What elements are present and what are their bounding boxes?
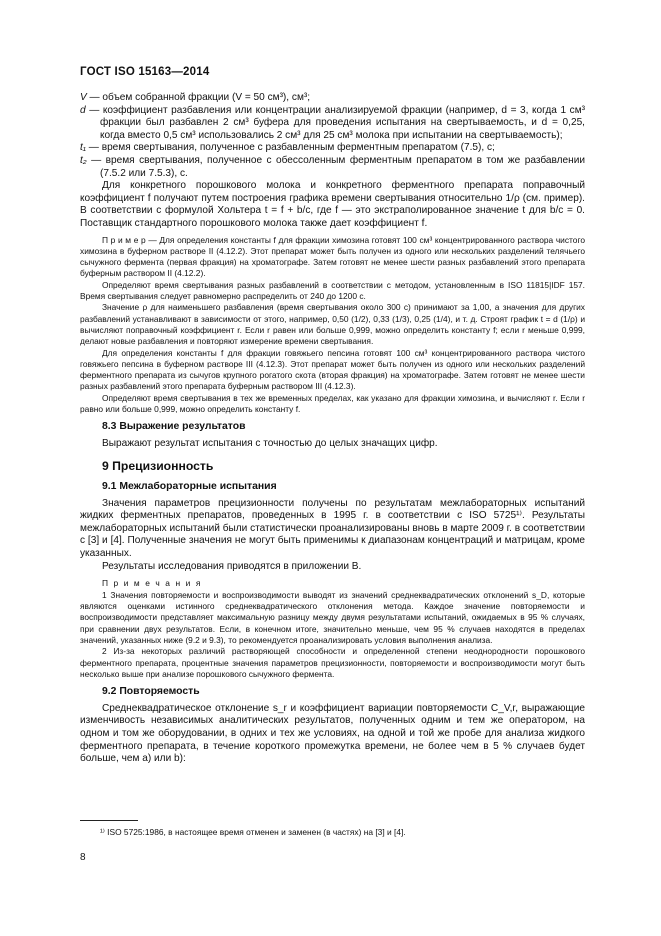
example-paragraph-5: Определяют время свертывания в тех же временных пределах, как указано для фракции химозина, и вычисляют r. Если r равно или больше 0,999, можно определить константу f. [80, 392, 585, 414]
footnote: ¹⁾ ISO 5725:1986, в настоящее время отменен и заменен (в частях) на [3] и [4]. [100, 827, 406, 837]
definition-t2: t₂ — время свертывания, полученное с обессоленным ферментным препаратом в том же разбавлении (7.5.2 или 7.5.3), с. [80, 154, 585, 179]
note-1: 1 Значения повторяемости и воспроизводимости выводят из значений среднеквадратических отклонений s_D, которые являются оценками истинного среднеквадратического отклонения метода. Каждое значение повторяемости и воспроизводимости представляет максимальную разницу между двумя результатами испытаний, ожидаемых в 95 % случаях, при сравнении двух результатов. Если, в конечном итоге, значительно меньше, чем 95 % случаев находятся в пределах значений, указанных ниже (9.2 и 9.3), то рекомендуется проанализировать условия выполнения анализа. [80, 589, 585, 645]
section-9-1-paragraph-1: Значения параметров прецизионности получены по результатам межлабораторных испытаний жидких ферментных препаратов, проведенных в 1995 г. в соответствии с ISO 5725¹⁾. Результаты межлабораторных испытаний были статистически проанализированы вновь в марте 2009 г. в соответствии с [3] и [4]. Полученные значения не могут быть применимы к диапазонам концентраций и матрицам, кроме указанных. [80, 497, 586, 560]
example-paragraph-1: П р и м е р — Для определения константы f для фракции химозина готовят 100 см³ концентрированного раствора чистого химозина в буферном растворе II (4.12.2). Этот препарат может быть получен из одного или нескольких разделений телячьего сычужного фермента (первая фракция) на хроматографе. Затем готовят не менее шести разных разбавлений этого препарата буферным раствором II (4.12.2). [80, 234, 585, 279]
example-label: П р и м е р [102, 234, 146, 245]
footnote-divider [80, 820, 138, 821]
paragraph-correction-factor: Для конкретного порошкового молока и конкретного ферментного препарата поправочный коэффициент f получают путем построения графика времени свертывания относительно 1/ρ (см. пример). В соответствии с формулой Хольтера t = f + b/c, где f — это экстраполированное значение t для b/c = 0. Поставщик стандартного порошкового молока также дает коэффициент f. [80, 180, 585, 229]
example-paragraph-3: Значение ρ для наименьшего разбавления (время свертывания около 300 с) принимают за 1,00, а значения для других разбавлений устанавливают в зависимости от этого, например, 0,50 (1/2), 0,33 (1/3), 0,25 (1/4), и т. д. Строят график t = d (1/ρ) и вычисляют поправочный коэффициент r. Если r равен или больше 0,999, можно определить константу f; если r меньше 0,999, делают новые разбавления и повторяют измерение времени свертывания. [80, 302, 585, 347]
example-paragraph-2: Определяют время свертывания разных разбавлений в соответствии с методом, установленным в ISO 11815|IDF 157. Время свертывания следует равномерно распределить от 240 до 1200 с. [80, 279, 585, 302]
section-9-1-heading: 9.1 Межлабораторные испытания [102, 481, 277, 493]
page-header: ГОСТ ISO 15163—2014 [80, 66, 210, 78]
example-paragraph-4: Для определения константы f для фракции говяжьего пепсина готовят 100 см³ концентрированного раствора чистого говяжьего пепсина в буферном растворе III (4.12.3). Этот препарат может быть получен из одного или нескольких разделений ферментного препарата из сычугов крупного рогатого скота (вторая фракция) на хроматографе. Затем готовят не менее шести разных разбавлений этого препарата буферным раствором III (4.12.3). [80, 347, 585, 392]
note-2: 2 Из-за некоторых различий растворяющей способности и определенной степени неоднородности порошкового ферментного препарата, процентные значения параметров прецизионности, повторяемости и воспроизводимости могут быть несколько выше при анализе порошкового сычужного фермента. [80, 646, 585, 679]
document-page [80, 0, 585, 936]
notes-title: П р и м е ч а н и я [102, 578, 202, 589]
section-9-1-paragraph-2: Результаты исследования приводятся в приложении В. [102, 560, 362, 572]
section-9-2-heading: 9.2 Повторяемость [102, 686, 200, 698]
section-9-2-paragraph: Среднеквадратическое отклонение s_r и коэффициент вариации повторяемости C_V,r, выражающие изменчивость независимых аналитических результатов, полученных одним и тем же оператором, на одном и том же оборудовании, в одних и тех же условиях, на одной и той же пробе для анализа жидкого ферментного препарата, в течение короткого промежутка времени, не более чем в 5 % случаев будет больше, чем а) или b): [80, 702, 585, 765]
definition-v: V — объем собранной фракции (V = 50 см³), см³; [80, 92, 311, 103]
definition-t1: t₁ — время свертывания, полученное с разбавленным ферментным препаратом (7.5), с; [80, 142, 495, 154]
section-8-3-text: Выражают результат испытания с точностью до целых значащих цифр. [102, 437, 438, 449]
page-number: 8 [80, 852, 86, 863]
page-body [80, 92, 585, 766]
section-9-heading: 9 Прецизионность [102, 459, 214, 474]
section-8-3-heading: 8.3 Выражение результатов [102, 421, 246, 433]
definition-d: d — коэффициент разбавления или концентрации анализируемой фракции (например, d = 3, когда 1 см³ фракции был разбавлен 2 см³ буфера для проведения испытания на свертываемость, и d = 0,25, когда вместо 0,5 см³ использовались 2 см³ для 25 см³ молока при испытании на свертываемость); [80, 104, 585, 141]
